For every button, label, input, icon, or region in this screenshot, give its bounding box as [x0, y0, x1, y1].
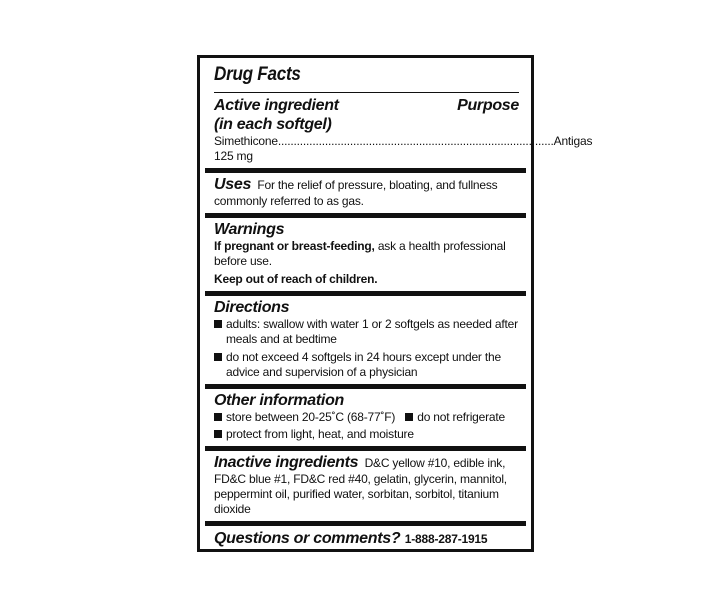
- inactive-ingredients-text: D&C yellow #10, edible ink, FD&C blue #1, FD&C red #40, gelatin, glycerin, mannitol, peppermint oil, purified water, sorbitan, sorbitol, titanium dioxide: [214, 456, 507, 516]
- questions-phone: 1-888-287-1915: [404, 532, 488, 546]
- bullet-square-icon: [214, 430, 222, 438]
- ingredient-purpose: Antigas: [553, 134, 593, 148]
- drug-facts-title: Drug Facts: [214, 64, 301, 85]
- active-ingredient-subheading: (in each softgel): [214, 116, 332, 133]
- other-information-section: [200, 389, 531, 446]
- warnings-heading: Warnings: [214, 221, 285, 238]
- bullet-square-icon: [405, 413, 413, 421]
- bullet-square-icon: [214, 320, 222, 328]
- other-item: do not refrigerate: [405, 410, 505, 425]
- uses-text: For the relief of pressure, bloating, and fullness commonly referred to as gas.: [214, 178, 498, 208]
- drug-facts-header: [200, 58, 531, 90]
- leader-dots: ........................................................................................: [277, 134, 554, 148]
- questions-heading: Questions or comments?: [214, 530, 401, 547]
- uses-heading: Uses: [214, 176, 252, 193]
- bullet-square-icon: [214, 353, 222, 361]
- active-ingredient-section: [200, 93, 593, 168]
- other-item: protect from light, heat, and moisture: [214, 427, 519, 442]
- warnings-section: [200, 218, 531, 291]
- active-ingredient-heading: Active ingredient: [214, 97, 339, 114]
- directions-section: [200, 296, 531, 384]
- other-information-heading: Other information: [214, 392, 345, 409]
- ingredient-row: [214, 134, 593, 164]
- uses-section: [200, 173, 531, 213]
- keep-out-warning: Keep out of reach of children.: [214, 272, 378, 286]
- purpose-heading: Purpose: [457, 97, 519, 114]
- directions-item: do not exceed 4 softgels in 24 hours except under the advice and supervision of a physician: [214, 350, 519, 380]
- ingredient-name: Simethicone 125 mg: [214, 134, 278, 163]
- inactive-ingredients-section: [200, 451, 531, 521]
- pregnant-warning-text: ask a health professional before use.: [214, 239, 506, 268]
- directions-heading: Directions: [214, 299, 290, 316]
- inactive-ingredients-heading: Inactive ingredients: [214, 454, 359, 471]
- questions-section: [200, 526, 531, 552]
- bullet-square-icon: [214, 413, 222, 421]
- drug-facts-panel: [197, 55, 593, 552]
- other-item: store between 20-25˚C (68-77˚F): [214, 410, 395, 425]
- pregnant-warning-bold: If pregnant or breast-feeding,: [214, 239, 375, 253]
- directions-item: adults: swallow with water 1 or 2 softgels as needed after meals and at bedtime: [214, 317, 519, 347]
